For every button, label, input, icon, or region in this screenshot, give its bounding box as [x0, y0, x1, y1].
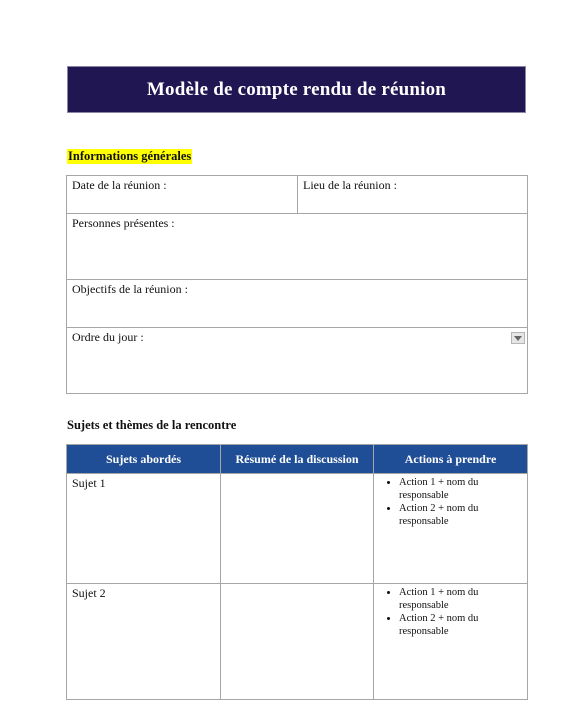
actions-cell[interactable]: [374, 474, 528, 584]
topics-table: [66, 444, 528, 700]
summary-cell[interactable]: [221, 584, 374, 700]
document-title[interactable]: Modèle de compte rendu de réunion: [146, 78, 447, 100]
general-info-table: [66, 175, 528, 394]
agenda-field[interactable]: [67, 328, 528, 394]
meeting-date-field[interactable]: [67, 176, 298, 214]
agenda-label: Ordre du jour :: [72, 330, 144, 344]
actions-list: [379, 586, 522, 638]
subject-cell[interactable]: [67, 474, 221, 584]
action-item: • Action 1 + nom du responsable: [399, 476, 522, 502]
subject-cell[interactable]: [67, 584, 221, 700]
meeting-location-field[interactable]: [298, 176, 528, 214]
meeting-location-label: Lieu de la réunion :: [303, 178, 397, 192]
subject-text: Sujet 1: [72, 476, 106, 490]
column-header-summary: Résumé de la discussion: [221, 445, 374, 474]
chevron-down-icon[interactable]: [511, 332, 525, 344]
action-item: • Action 1 + nom du responsable: [399, 586, 522, 612]
column-header-actions: Actions à prendre: [374, 445, 528, 474]
objectives-field[interactable]: [67, 280, 528, 328]
attendees-label: Personnes présentes :: [72, 216, 175, 230]
attendees-field[interactable]: [67, 214, 528, 280]
actions-cell[interactable]: [374, 584, 528, 700]
table-row: [67, 474, 528, 584]
objectives-label: Objectifs de la réunion :: [72, 282, 188, 296]
action-item: • Action 2 + nom du responsable: [399, 612, 522, 638]
summary-cell[interactable]: [221, 474, 374, 584]
general-info-heading[interactable]: Informations générales: [68, 149, 192, 163]
meeting-date-label: Date de la réunion :: [72, 178, 167, 192]
document-title-banner: [67, 66, 526, 113]
table-row: [67, 584, 528, 700]
topics-heading[interactable]: Sujets et thèmes de la rencontre: [67, 418, 237, 432]
action-item: • Action 2 + nom du responsable: [399, 502, 522, 528]
actions-list: [379, 476, 522, 528]
column-header-subjects: Sujets abordés: [67, 445, 221, 474]
subject-text: Sujet 2: [72, 586, 106, 600]
